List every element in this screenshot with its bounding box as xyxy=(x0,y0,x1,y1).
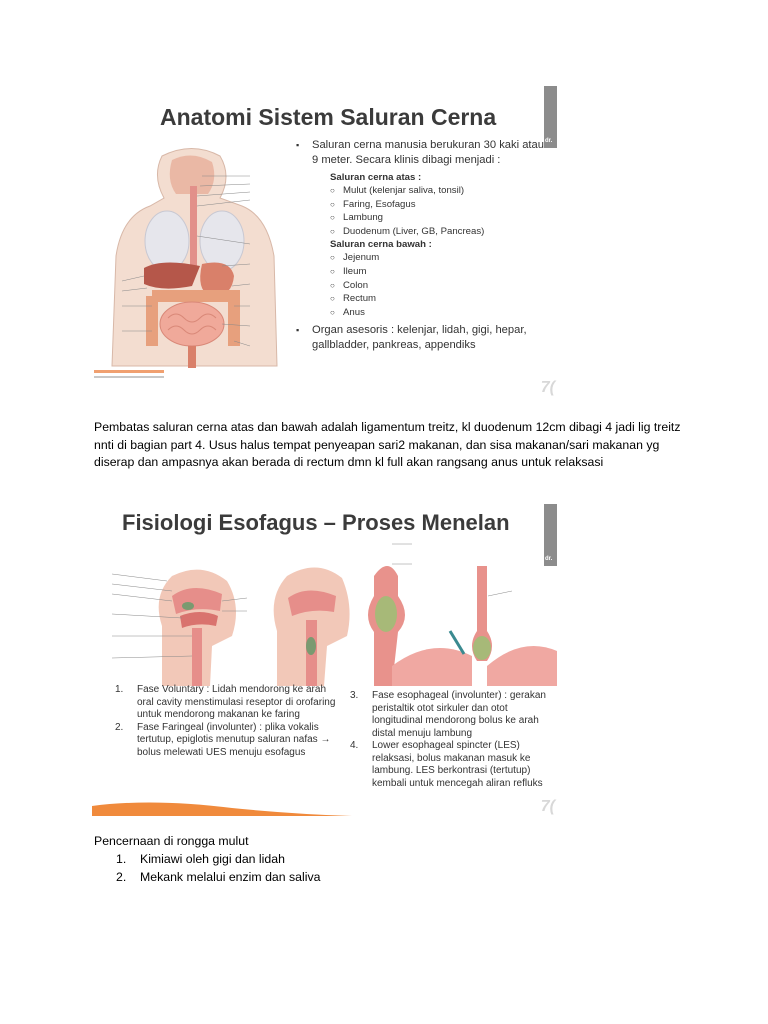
slide2-orange-wave xyxy=(92,800,557,816)
list-item: ○ Colon xyxy=(330,279,546,293)
slide2-title: Fisiologi Esofagus – Proses Menelan xyxy=(122,510,510,535)
slide1-badge: dr. xyxy=(545,138,553,144)
step-number: 1. xyxy=(115,684,124,695)
list-item xyxy=(94,851,320,869)
list-item: ○ Ileum xyxy=(330,265,546,279)
anatomy-slide xyxy=(92,86,557,397)
swallowing-slide xyxy=(92,504,557,816)
swallow-steps-right xyxy=(350,690,550,790)
list-item: ○ Faring, Esofagus xyxy=(330,198,546,212)
step-text: Fase Faringeal (involunter) : plika vokalis tertutup, epiglotis menutup saluran nafas → bolus melewati UES menuju esofagus xyxy=(137,721,331,758)
list-item: ○ Duodenum (Liver, GB, Pancreas) xyxy=(330,225,546,239)
treitz-paragraph: Pembatas saluran cerna atas dan bawah adalah ligamentum treitz, kl duodenum 12cm dibagi 4 jadi lig treitz nnti di bagian part 4. Usus halus tempat penyeapan sari2 makanan, dan sisa makanan/sari makanan yg diserap dan ampasnya akan berada di rectum dmn kl full akan rangsang anus untuk relaksasi xyxy=(94,420,681,469)
slide1-bullet-length: ▪ Saluran cerna manusia berukuran 30 kaki atau 9 meter. Secara klinis dibagi menjadi : xyxy=(296,138,546,167)
list-item: ○ Lambung xyxy=(330,211,546,225)
digestive-system-illustration xyxy=(92,146,292,386)
list-item xyxy=(350,740,550,790)
list-item xyxy=(115,684,337,722)
step-text: Fase esophageal (involunter) : gerakan peristaltik otot sirkuler dan otot longitudinal mendorong bolus ke arah distal menuju lambung xyxy=(372,690,546,739)
list-item xyxy=(115,722,337,760)
list-item: ○ Jejenum xyxy=(330,251,546,265)
slide1-content xyxy=(296,138,546,352)
oral-digestion-heading: Pencernaan di rongga mulut xyxy=(94,834,249,848)
list-item: ○ Anus xyxy=(330,306,546,320)
step-number: 3. xyxy=(350,690,359,701)
upper-tract-list xyxy=(296,184,546,238)
list-item: ○ Rectum xyxy=(330,292,546,306)
slide2-badge: dr. xyxy=(545,556,553,562)
lower-tract-list xyxy=(296,251,546,319)
slide1-bullet-accessory: ▪ Organ asesoris : kelenjar, lidah, gigi, hepar, gallbladder, pankreas, appendiks xyxy=(296,323,546,352)
item-number: 2. xyxy=(116,869,127,884)
item-number: 1. xyxy=(116,852,127,866)
item-text: Kimiawi oleh gigi dan lidah xyxy=(140,852,285,866)
step-number: 4. xyxy=(350,740,359,751)
list-item xyxy=(94,869,320,887)
swallow-steps-left xyxy=(115,684,337,759)
list-item: ○ Mulut (kelenjar saliva, tonsil) xyxy=(330,184,546,198)
lower-tract-heading: Saluran cerna bawah : xyxy=(330,239,432,251)
slide1-title: Anatomi Sistem Saluran Cerna xyxy=(160,104,497,130)
oral-digestion-list xyxy=(94,851,320,886)
step-number: 2. xyxy=(115,721,124,733)
item-text: Mekank melalui enzim dan saliva xyxy=(140,869,321,884)
list-item xyxy=(350,690,550,740)
slide2-logo-mark: 7( xyxy=(540,798,555,815)
slide1-logo-mark: 7( xyxy=(540,379,555,396)
step-text: Lower esophageal spincter (LES) relaksasi, bolus makanan masuk ke lambung. LES berkontrasi (tertutup) kembali untuk mencegah aliran refluks xyxy=(372,740,543,789)
swallowing-illustration xyxy=(92,536,557,686)
upper-tract-heading: Saluran cerna atas : xyxy=(330,172,422,183)
step-text: Fase Voluntary : Lidah mendorong ke arah oral cavity menstimulasi reseptor di orofaring untuk mendorong makanan ke faring xyxy=(137,684,336,720)
